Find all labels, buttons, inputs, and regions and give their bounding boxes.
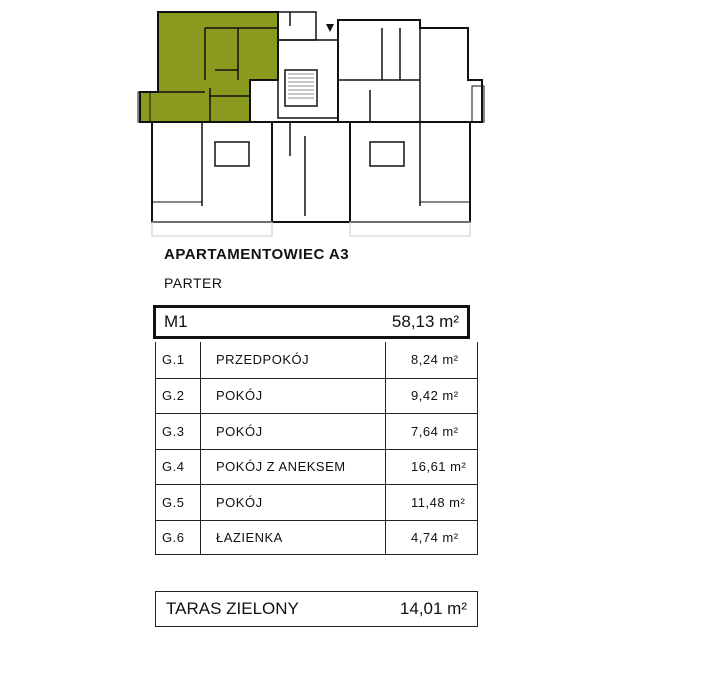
table-row [156,413,477,449]
room-area: 4,74 m² [411,530,459,546]
room-code: G.2 [156,379,201,414]
entrance-arrow-icon [326,24,334,32]
floor-label: PARTER [164,275,223,291]
terrace-label: TARAS ZIELONY [166,599,299,618]
room-code: G.6 [156,521,201,556]
room-code: G.1 [156,342,201,378]
table-row [156,378,477,414]
room-name: POKÓJ Z ANEKSEM [201,450,386,485]
rooms-table [155,342,478,555]
room-name: POKÓJ [201,379,386,414]
room-area: 7,64 m² [411,423,459,439]
floor-plan [130,6,490,246]
terrace-box [155,591,478,627]
room-name: POKÓJ [201,414,386,449]
room-area: 8,24 m² [411,352,459,368]
table-row [156,342,477,378]
upper-right-unit [338,20,482,122]
lower-units [152,122,470,222]
table-row [156,520,477,556]
room-name: POKÓJ [201,485,386,520]
staircase-icon [288,74,314,98]
unit-header [153,305,470,339]
room-code: G.5 [156,485,201,520]
table-row [156,449,477,485]
unit-area: 58,13 m² [391,312,459,331]
unit-code: M1 [164,312,188,331]
room-area: 11,48 m² [411,494,466,510]
room-name: ŁAZIENKA [201,521,386,556]
room-code: G.3 [156,414,201,449]
building-title: APARTAMENTOWIEC A3 [164,246,350,263]
room-area: 16,61 m² [411,459,467,475]
terrace-area: 14,01 m² [399,599,467,618]
room-code: G.4 [156,450,201,485]
room-name: PRZEDPOKÓJ [201,342,386,378]
room-area: 9,42 m² [411,388,459,404]
table-row [156,484,477,520]
